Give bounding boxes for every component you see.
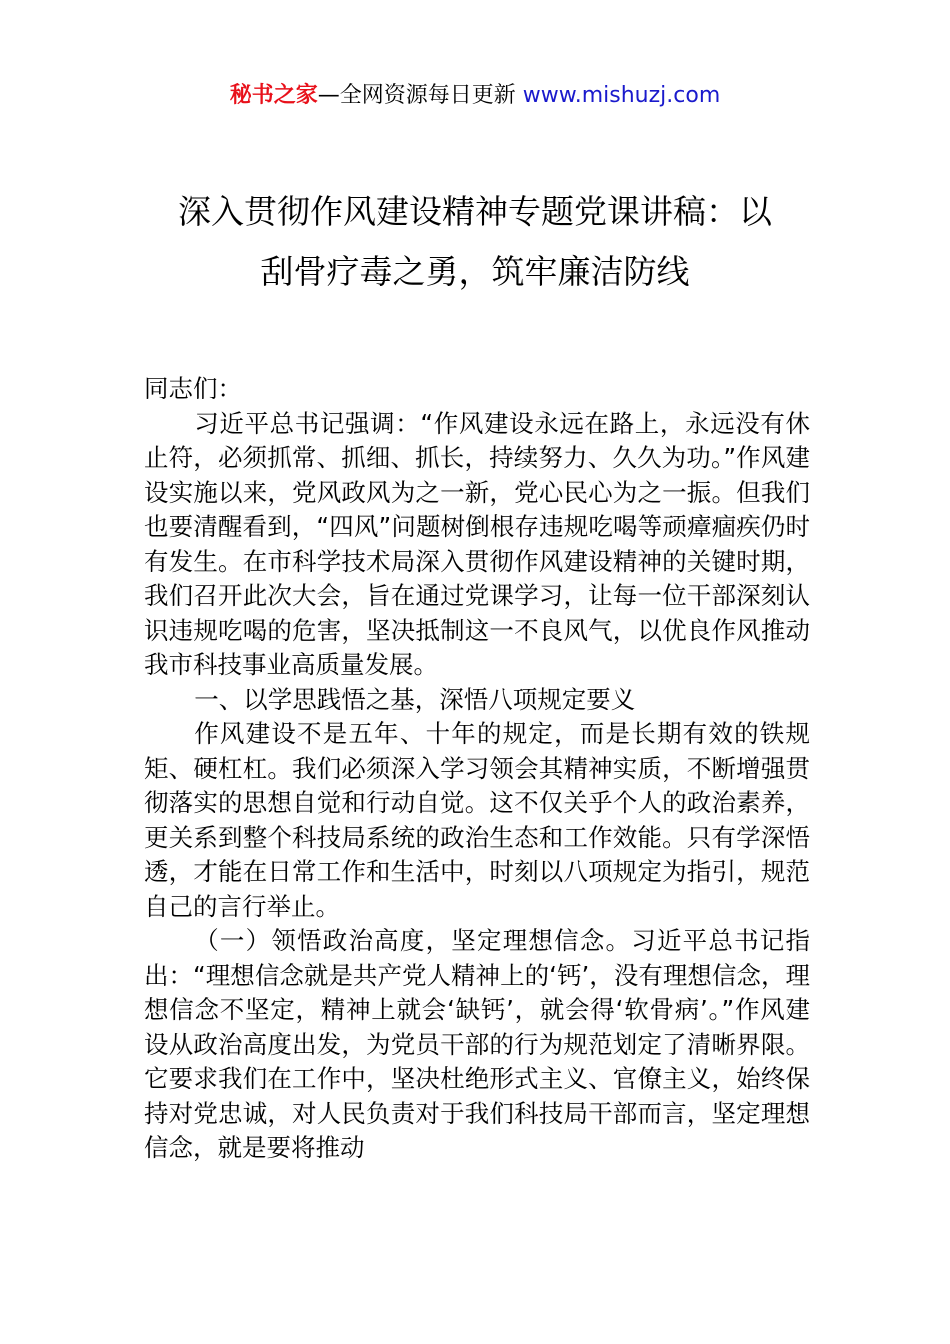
paragraph-intro: 习近平总书记强调：“作风建设永远在路上，永远没有休止符，必须抓常、抓细、抓长，持续努力、久久为功。”作风建设实施以来，党风政风为之一新，党心民心为之一振。但我们也要清醒看到，“四风”问题树倒根存违规吃喝等顽瘴痼疾仍时有发生。在市科学技术局深入贯彻作风建设精神的关键时期，我们召开此次大会，旨在通过党课学习，让每一位干部深刻认识违规吃喝的危害，坚决抵制这一不良风气，以优良作风推动我市科技事业高质量发展。 (144, 408, 810, 679)
document-body (144, 372, 810, 1166)
site-url-link[interactable]: www.mishuzj.com (522, 83, 721, 108)
section-heading-1: 一、以学思践悟之基，深悟八项规定要义 (194, 684, 636, 714)
site-brand: 秘书之家 (229, 83, 318, 108)
paragraph-section-1: 作风建设不是五年、十年的规定，而是长期有效的铁规矩、硬杠杠。我们必须深入学习领会其精神实质，不断增强贯彻落实的思想自觉和行动自觉。这不仅关乎个人的政治素养，更关系到整个科技局系统的政治生态和工作效能。只有学深悟透，才能在日常工作和生活中，时刻以八项规定为指引，规范自己的言行举止。 (144, 719, 810, 921)
site-tagline: —全网资源每日更新 (317, 83, 523, 108)
salutation: 同志们： (144, 374, 242, 403)
paragraph-subsection-1: （一）领悟政治高度，坚定理想信念。习近平总书记指出：“理想信念就是共产党人精神上的‘钙’，没有理想信念，理想信念不坚定，精神上就会‘缺钙’，就会得‘软骨病’。”作风建设从政治高度出发，为党员干部的行为规范划定了清晰界限。它要求我们在工作中，坚决杜绝形式主义、官僚主义，始终保持对党忠诚，对人民负责对于我们科技局干部而言，坚定理想信念，就是要将推动 (144, 926, 810, 1162)
site-header (0, 80, 950, 112)
title-line-2: 刮骨疗毒之勇，筑牢廉洁防线 (260, 252, 690, 291)
document-title (120, 182, 830, 302)
title-line-1: 深入贯彻作风建设精神专题党课讲稿：以 (178, 192, 772, 231)
